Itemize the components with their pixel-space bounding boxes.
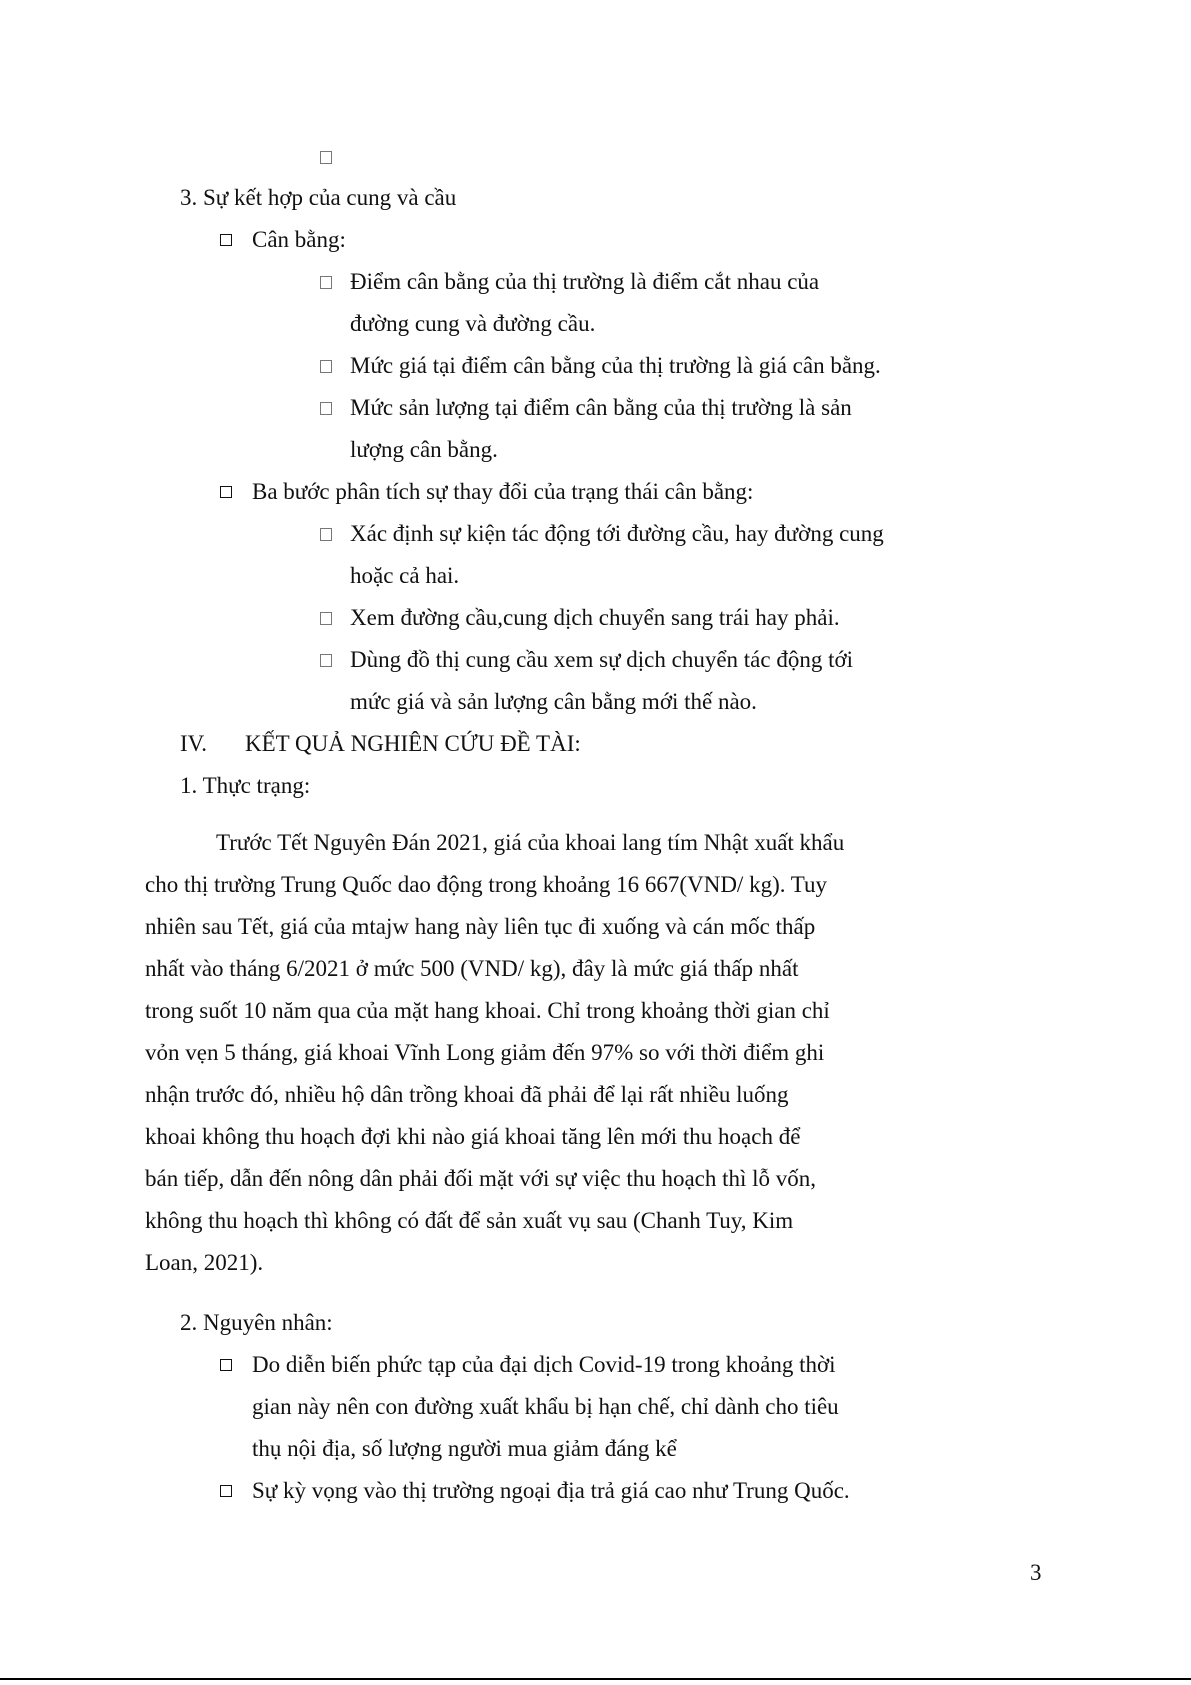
current-state-heading: 1. Thực trạng: [180,773,311,798]
current-state-paragraph [145,822,905,1284]
paragraph-line: nhất vào tháng 6/2021 ở mức 500 (VND/ kg), đây là mức giá thấp nhất [145,956,799,981]
paragraph-line: bán tiếp, dẫn đến nông dân phải đối mặt với sự việc thu hoạch thì lỗ vốn, [145,1166,817,1191]
paragraph-line: không thu hoạch thì không có đất để sản xuất vụ sau (Chanh Tuy, Kim [145,1208,794,1233]
steps-item-cont: hoặc cả hai. [350,563,460,588]
paragraph-line: trong suốt 10 năm qua của mặt hang khoai. Chỉ trong khoảng thời gian chỉ [145,998,830,1023]
cause-item-cont: gian này nên con đường xuất khẩu bị hạn chế, chỉ dành cho tiêu [252,1394,839,1419]
checkbox-bullet-icon [320,360,332,373]
paragraph-line: nhiên sau Tết, giá của mtajw hang này liên tục đi xuống và cán mốc thấp [145,914,816,939]
checkbox-bullet-icon [320,402,332,415]
equilibrium-label: Cân bằng: [252,227,346,252]
paragraph-line: nhận trước đó, nhiều hộ dân trồng khoai đã phải để lại rất nhiều luống [145,1082,789,1107]
steps-item: Dùng đồ thị cung cầu xem sự dịch chuyển tác động tới [350,647,854,672]
cause-item: Do diễn biến phức tạp của đại dịch Covid-19 trong khoảng thời [252,1352,836,1377]
checkbox-bullet-icon [320,654,332,667]
checkbox-bullet-icon [320,528,332,541]
steps-label: Ba bước phân tích sự thay đổi của trạng thái cân bằng: [252,479,754,504]
section-4-numeral: IV. [180,731,208,756]
checkbox-bullet-icon [220,1485,232,1497]
cause-item: Sự kỳ vọng vào thị trường ngoại địa trả giá cao như Trung Quốc. [252,1478,850,1503]
checkbox-bullet-icon [220,486,232,498]
steps-item-cont: mức giá và sản lượng cân bằng mới thế nào. [350,689,757,714]
checkbox-bullet-icon [320,276,332,289]
checkbox-bullet-icon [320,612,332,625]
empty-checkbox-glyph [320,151,332,164]
page-number: 3 [1030,1560,1042,1585]
steps-item: Xem đường cầu,cung dịch chuyển sang trái hay phải. [350,605,840,630]
bottom-rule [0,1678,1191,1680]
paragraph-line: cho thị trường Trung Quốc dao động trong khoảng 16 667(VND/ kg). Tuy [145,872,828,897]
causes-heading: 2. Nguyên nhân: [180,1310,333,1335]
paragraph-line: vỏn vẹn 5 tháng, giá khoai Vĩnh Long giảm đến 97% so với thời điểm ghi [145,1040,825,1065]
equilibrium-item: Mức giá tại điểm cân bằng của thị trường là giá cân bằng. [350,353,881,378]
section-3-heading: 3. Sự kết hợp của cung và cầu [180,185,457,210]
steps-item: Xác định sự kiện tác động tới đường cầu, hay đường cung [350,521,884,546]
paragraph-line: Loan, 2021). [145,1250,264,1275]
section-4-title: KẾT QUẢ NGHIÊN CỨU ĐỀ TÀI: [245,731,581,756]
paragraph-line: Trước Tết Nguyên Đán 2021, giá của khoai lang tím Nhật xuất khẩu [216,830,845,855]
cause-item-cont: thụ nội địa, số lượng người mua giảm đáng kể [252,1436,677,1461]
equilibrium-item: Mức sản lượng tại điểm cân bằng của thị trường là sản [350,395,852,420]
checkbox-bullet-icon [220,1359,232,1371]
paragraph-line: khoai không thu hoạch đợi khi nào giá khoai tăng lên mới thu hoạch để [145,1124,801,1149]
equilibrium-item: Điểm cân bằng của thị trường là điểm cắt nhau của [350,269,820,294]
equilibrium-item-cont: lượng cân bằng. [350,437,498,462]
checkbox-bullet-icon [220,234,232,246]
equilibrium-item-cont: đường cung và đường cầu. [350,311,596,336]
